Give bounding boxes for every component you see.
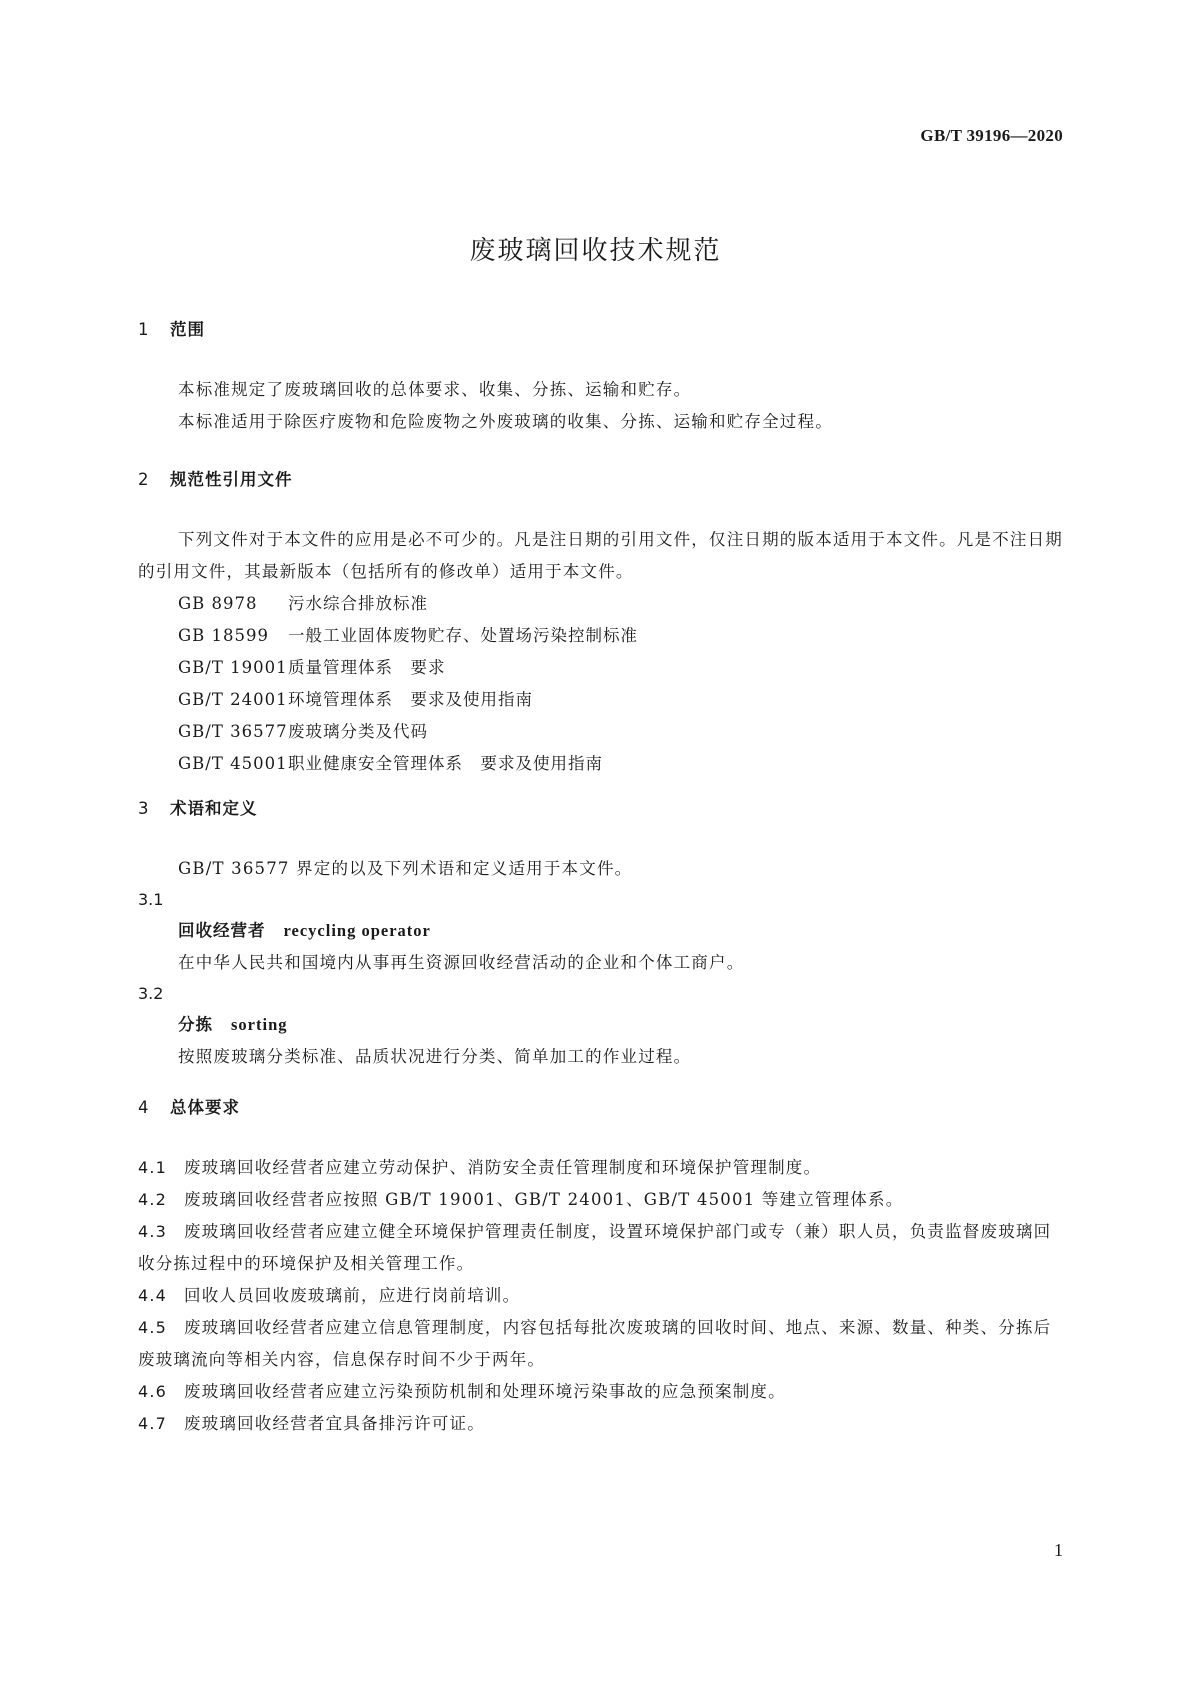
requirement-item bbox=[138, 1152, 1066, 1184]
section-3-body bbox=[138, 853, 1066, 1073]
reference-item bbox=[138, 588, 1066, 620]
standard-code: GB/T 39196—2020 bbox=[920, 126, 1063, 145]
reference-code: GB 8978 bbox=[178, 594, 258, 613]
paragraph: GB/T 36577 界定的以及下列术语和定义适用于本文件。 bbox=[178, 859, 633, 878]
clause-number: 3.1 bbox=[138, 890, 164, 909]
section-number: 2 bbox=[138, 470, 150, 489]
paragraph: 下列文件对于本文件的应用是必不可少的。凡是注日期的引用文件，仅注日期的版本适用于本文件。凡是不注日期的引用文件，其最新版本（包括所有的修改单）适用于本文件。 bbox=[138, 530, 1063, 581]
section-title: 范围 bbox=[170, 320, 205, 339]
section-1 bbox=[138, 318, 1066, 342]
reference-item bbox=[138, 652, 1066, 684]
page-number: 1 bbox=[1054, 1540, 1063, 1560]
item-text: 废玻璃回收经营者宜具备排污许可证。 bbox=[184, 1414, 485, 1433]
requirement-item bbox=[138, 1376, 1066, 1408]
reference-code: GB 18599 bbox=[178, 626, 270, 645]
term-zh: 分拣 bbox=[178, 1015, 213, 1034]
term-entry bbox=[138, 915, 1066, 947]
requirement-item bbox=[138, 1280, 1066, 1312]
item-number: 4.2 bbox=[138, 1190, 168, 1209]
reference-item bbox=[138, 620, 1066, 652]
item-text: 废玻璃回收经营者应建立信息管理制度，内容包括每批次废玻璃的回收时间、地点、来源、数量、种类、分拣后废玻璃流向等相关内容，信息保存时间不少于两年。 bbox=[138, 1318, 1052, 1369]
section-number: 3 bbox=[138, 799, 150, 818]
section-heading bbox=[138, 468, 1066, 492]
section-heading bbox=[138, 1096, 1066, 1120]
reference-name: 废玻璃分类及代码 bbox=[288, 722, 428, 741]
item-text: 废玻璃回收经营者应建立健全环境保护管理责任制度，设置环境保护部门或专（兼）职人员，负责监督废玻璃回收分拣过程中的环境保护及相关管理工作。 bbox=[138, 1222, 1052, 1273]
item-number: 4.5 bbox=[138, 1318, 168, 1337]
requirement-item bbox=[138, 1408, 1066, 1440]
item-number: 4.7 bbox=[138, 1414, 168, 1433]
term-entry bbox=[138, 1009, 1066, 1041]
section-4-body bbox=[138, 1152, 1066, 1440]
section-heading bbox=[138, 318, 1066, 342]
item-number: 4.4 bbox=[138, 1286, 168, 1305]
term-definition: 在中华人民共和国境内从事再生资源回收经营活动的企业和个体工商户。 bbox=[178, 953, 745, 972]
requirement-item bbox=[138, 1216, 1066, 1280]
item-number: 4.3 bbox=[138, 1222, 168, 1241]
document-title: 废玻璃回收技术规范 bbox=[469, 236, 722, 266]
item-text: 废玻璃回收经营者应建立劳动保护、消防安全责任管理制度和环境保护管理制度。 bbox=[184, 1158, 822, 1177]
section-title: 规范性引用文件 bbox=[170, 470, 293, 489]
section-title: 术语和定义 bbox=[170, 799, 258, 818]
section-3 bbox=[138, 797, 1066, 821]
term-en: sorting bbox=[231, 1015, 288, 1034]
section-2 bbox=[138, 468, 1066, 492]
paragraph: 本标准规定了废玻璃回收的总体要求、收集、分拣、运输和贮存。 bbox=[178, 380, 692, 399]
requirement-item bbox=[138, 1312, 1066, 1376]
section-number: 1 bbox=[138, 320, 150, 339]
term-zh: 回收经营者 bbox=[178, 921, 266, 940]
clause-number: 3.2 bbox=[138, 984, 164, 1003]
item-text: 废玻璃回收经营者应建立污染预防机制和处理环境污染事故的应急预案制度。 bbox=[184, 1382, 786, 1401]
section-1-body bbox=[138, 374, 1066, 438]
item-number: 4.1 bbox=[138, 1158, 168, 1177]
reference-code: GB/T 45001 bbox=[178, 754, 288, 773]
item-text: 回收人员回收废玻璃前，应进行岗前培训。 bbox=[184, 1286, 521, 1305]
reference-item bbox=[138, 716, 1066, 748]
section-2-body bbox=[138, 524, 1066, 780]
reference-code: GB/T 19001 bbox=[178, 658, 288, 677]
item-text: 废玻璃回收经营者应按照 GB/T 19001、GB/T 24001、GB/T 45001 等建立管理体系。 bbox=[184, 1190, 904, 1209]
reference-code: GB/T 24001 bbox=[178, 690, 288, 709]
reference-name: 环境管理体系 要求及使用指南 bbox=[288, 690, 533, 709]
reference-name: 污水综合排放标准 bbox=[288, 594, 428, 613]
reference-name: 一般工业固体废物贮存、处置场污染控制标准 bbox=[288, 626, 638, 645]
section-4 bbox=[138, 1096, 1066, 1120]
reference-name: 质量管理体系 要求 bbox=[288, 658, 446, 677]
paragraph: 本标准适用于除医疗废物和危险废物之外废玻璃的收集、分拣、运输和贮存全过程。 bbox=[178, 412, 833, 431]
section-heading bbox=[138, 797, 1066, 821]
term-en: recycling operator bbox=[283, 921, 431, 940]
reference-item bbox=[138, 748, 1066, 780]
section-title: 总体要求 bbox=[170, 1098, 240, 1117]
reference-item bbox=[138, 684, 1066, 716]
reference-name: 职业健康安全管理体系 要求及使用指南 bbox=[288, 754, 603, 773]
reference-code: GB/T 36577 bbox=[178, 722, 288, 741]
term-definition: 按照废玻璃分类标准、品质状况进行分类、简单加工的作业过程。 bbox=[178, 1047, 692, 1066]
item-number: 4.6 bbox=[138, 1382, 168, 1401]
section-number: 4 bbox=[138, 1098, 150, 1117]
requirement-item bbox=[138, 1184, 1066, 1216]
